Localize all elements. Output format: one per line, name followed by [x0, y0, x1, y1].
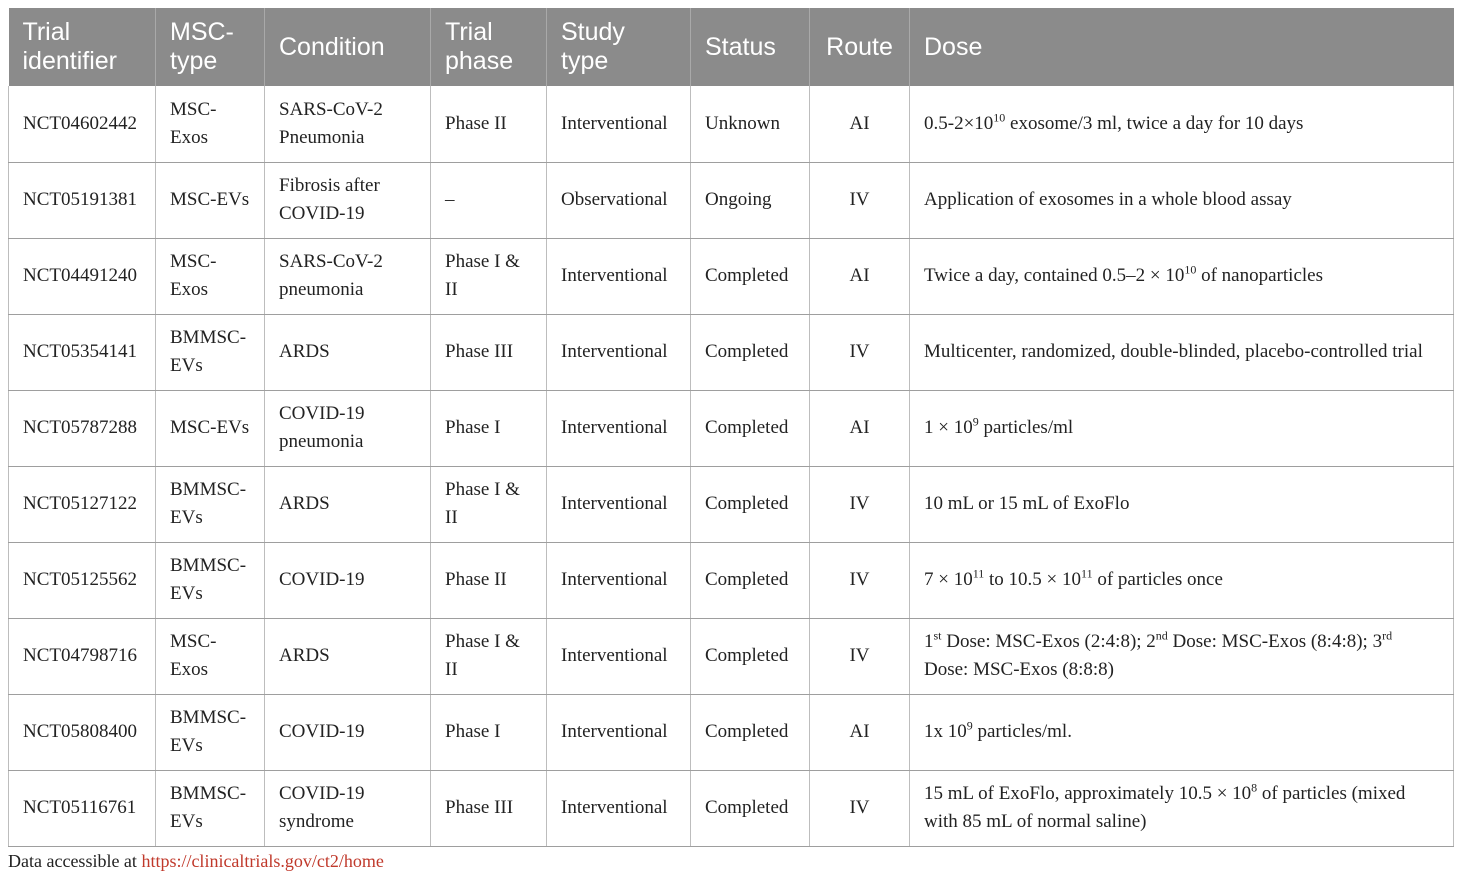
cell-trial-phase: Phase III [431, 770, 547, 846]
table-row [9, 466, 1454, 542]
header-study-type: Study type [547, 8, 691, 86]
cell-trial-phase: Phase II [431, 542, 547, 618]
cell-status: Completed [691, 238, 810, 314]
dose-text: Twice a day, contained 0.5–2 × 10 [924, 265, 1185, 286]
cell-dose [910, 618, 1454, 694]
cell-msc-type: BMMSC-EVs [156, 542, 265, 618]
cell-msc-type: BMMSC-EVs [156, 466, 265, 542]
cell-study-type: Interventional [547, 542, 691, 618]
table-row [9, 694, 1454, 770]
cell-msc-type: MSC-EVs [156, 390, 265, 466]
dose-text: 7 × 10 [924, 569, 973, 590]
dose-superscript: st [933, 628, 942, 643]
cell-trial-identifier: NCT05808400 [9, 694, 156, 770]
cell-trial-identifier: NCT04798716 [9, 618, 156, 694]
cell-trial-identifier: NCT05116761 [9, 770, 156, 846]
dose-superscript: 10 [1184, 262, 1197, 277]
cell-dose [910, 314, 1454, 390]
cell-condition: COVID-19 syndrome [265, 770, 431, 846]
cell-study-type: Interventional [547, 390, 691, 466]
dose-superscript: 11 [972, 566, 985, 581]
cell-msc-type: MSC-EVs [156, 162, 265, 238]
cell-status: Completed [691, 694, 810, 770]
cell-route: IV [810, 314, 910, 390]
dose-text: to 10.5 × 10 [984, 569, 1082, 590]
dose-text: Dose: MSC-Exos (8:8:8) [924, 659, 1114, 680]
table-row [9, 238, 1454, 314]
dose-text: exosome/3 ml, twice a day for 10 days [1005, 112, 1304, 134]
table-body [9, 86, 1454, 846]
cell-status: Ongoing [691, 162, 810, 238]
cell-msc-type: MSC-Exos [156, 238, 265, 314]
header-trial-identifier: Trial identifier [9, 8, 156, 86]
cell-dose [910, 694, 1454, 770]
cell-status: Completed [691, 542, 810, 618]
cell-status: Completed [691, 770, 810, 846]
cell-dose [910, 770, 1454, 846]
header-msc-type: MSC-type [156, 8, 265, 86]
cell-study-type: Interventional [547, 770, 691, 846]
cell-status: Completed [691, 618, 810, 694]
cell-dose [910, 162, 1454, 238]
dose-text: 15 mL of ExoFlo, approximately 10.5 × 10 [924, 783, 1252, 804]
cell-route: IV [810, 618, 910, 694]
cell-route: IV [810, 466, 910, 542]
dose-text: 10 mL or 15 mL of ExoFlo [924, 493, 1130, 514]
cell-trial-identifier: NCT05127122 [9, 466, 156, 542]
cell-route: AI [810, 390, 910, 466]
cell-route: IV [810, 162, 910, 238]
cell-trial-identifier: NCT05125562 [9, 542, 156, 618]
cell-trial-phase: – [431, 162, 547, 238]
cell-dose [910, 238, 1454, 314]
cell-condition: COVID-19 [265, 542, 431, 618]
dose-text: 1 × 10 [924, 417, 973, 438]
dose-superscript: 10 [993, 110, 1006, 125]
cell-trial-phase: Phase I & II [431, 618, 547, 694]
cell-trial-identifier: NCT05191381 [9, 162, 156, 238]
clinical-trials-table [8, 8, 1454, 847]
dose-text: Dose: MSC-Exos (2:4:8); 2 [941, 631, 1156, 652]
cell-condition: ARDS [265, 314, 431, 390]
cell-study-type: Interventional [547, 238, 691, 314]
cell-route: IV [810, 542, 910, 618]
cell-msc-type: BMMSC-EVs [156, 694, 265, 770]
cell-status: Completed [691, 314, 810, 390]
dose-text: of particles once [1092, 569, 1223, 590]
table-row [9, 86, 1454, 162]
cell-trial-identifier: NCT05354141 [9, 314, 156, 390]
dose-superscript: nd [1155, 628, 1168, 643]
dose-superscript: rd [1382, 628, 1393, 643]
cell-condition: SARS-CoV-2 Pneumonia [265, 86, 431, 162]
cell-status: Completed [691, 466, 810, 542]
dose-text: Multicenter, randomized, double-blinded, placebo-controlled trial [924, 341, 1423, 362]
cell-study-type: Interventional [547, 314, 691, 390]
cell-study-type: Interventional [547, 466, 691, 542]
header-dose: Dose [910, 8, 1454, 86]
cell-trial-identifier: NCT04602442 [9, 86, 156, 162]
cell-route: AI [810, 694, 910, 770]
cell-dose [910, 86, 1454, 162]
footnote-prefix: Data accessible at [8, 850, 142, 871]
cell-condition: ARDS [265, 618, 431, 694]
header-status: Status [691, 8, 810, 86]
cell-dose [910, 466, 1454, 542]
cell-route: IV [810, 770, 910, 846]
table-row [9, 770, 1454, 846]
table-row [9, 542, 1454, 618]
cell-dose [910, 390, 1454, 466]
cell-condition: Fibrosis after COVID-19 [265, 162, 431, 238]
table-row [9, 618, 1454, 694]
cell-trial-phase: Phase I [431, 694, 547, 770]
header-condition: Condition [265, 8, 431, 86]
table-container [8, 8, 1453, 872]
dose-text: 1 [924, 631, 934, 652]
footnote-link[interactable]: https://clinicaltrials.gov/ct2/home [141, 850, 384, 871]
header-trial-phase: Trial phase [431, 8, 547, 86]
dose-superscript: 9 [972, 414, 979, 429]
cell-trial-phase: Phase II [431, 86, 547, 162]
dose-superscript: 8 [1251, 780, 1258, 795]
cell-status: Unknown [691, 86, 810, 162]
dose-text: Dose: MSC-Exos (8:4:8); 3 [1167, 631, 1383, 652]
dose-text: 1x 10 [924, 721, 967, 742]
dose-text: particles/ml. [972, 721, 1072, 742]
table-row [9, 162, 1454, 238]
table-row [9, 390, 1454, 466]
cell-condition: COVID-19 [265, 694, 431, 770]
footnote [8, 851, 1453, 872]
cell-route: AI [810, 238, 910, 314]
cell-route: AI [810, 86, 910, 162]
cell-trial-phase: Phase I & II [431, 466, 547, 542]
cell-study-type: Interventional [547, 694, 691, 770]
cell-study-type: Interventional [547, 618, 691, 694]
cell-msc-type: BMMSC-EVs [156, 770, 265, 846]
dose-text: Application of exosomes in a whole blood assay [924, 189, 1292, 210]
dose-superscript: 11 [1081, 566, 1093, 581]
header-row [9, 8, 1454, 86]
dose-text: of nanoparticles [1196, 265, 1323, 286]
cell-trial-phase: Phase I & II [431, 238, 547, 314]
cell-study-type: Observational [547, 162, 691, 238]
cell-trial-identifier: NCT04491240 [9, 238, 156, 314]
cell-trial-phase: Phase I [431, 390, 547, 466]
dose-text: of particles (mixed with 85 mL of normal saline) [924, 783, 1406, 832]
dose-superscript: 9 [966, 718, 973, 733]
cell-trial-identifier: NCT05787288 [9, 390, 156, 466]
table-row [9, 314, 1454, 390]
dose-text: particles/ml [978, 417, 1074, 438]
cell-dose [910, 542, 1454, 618]
cell-study-type: Interventional [547, 86, 691, 162]
cell-condition: ARDS [265, 466, 431, 542]
cell-condition: SARS-CoV-2 pneumonia [265, 238, 431, 314]
cell-msc-type: BMMSC-EVs [156, 314, 265, 390]
dose-text: 0.5-2×10 [924, 112, 994, 134]
cell-condition: COVID-19 pneumonia [265, 390, 431, 466]
cell-msc-type: MSC-Exos [156, 86, 265, 162]
cell-status: Completed [691, 390, 810, 466]
cell-trial-phase: Phase III [431, 314, 547, 390]
header-route: Route [810, 8, 910, 86]
cell-msc-type: MSC-Exos [156, 618, 265, 694]
